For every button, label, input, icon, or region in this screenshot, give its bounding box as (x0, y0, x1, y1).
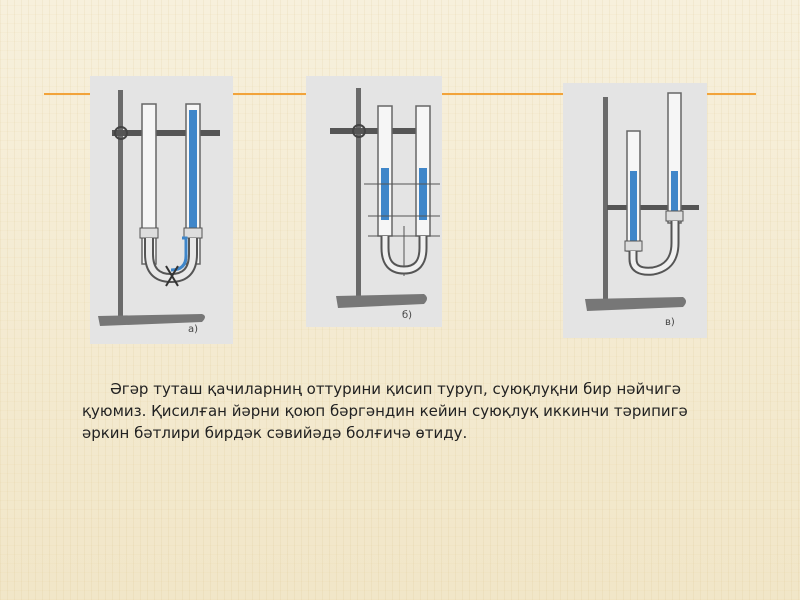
liquid-in-hose (171, 238, 186, 270)
caption-text: Әгәр туташ қачиларниң оттурини қисип туруп, суюқлуқни бир нәйчигә қуюмиз. Қисилған йәрни қоюп бәргәндин кейин суюқлуқ иккинчи тәрипигә әркин бәтлири бирдәк сәвийәдә болғичә өтиду. (82, 380, 688, 442)
liquid-column-right (419, 168, 427, 220)
liquid-column (189, 110, 197, 230)
tube-connector-left (140, 228, 158, 238)
figure-a-label: а) (188, 324, 199, 335)
tube-connector-right (666, 211, 683, 221)
tube-connector-left (625, 241, 642, 251)
stand-rod (118, 90, 123, 318)
clamp-bar (112, 130, 220, 136)
stand-rod (603, 97, 608, 303)
liquid-column-left (630, 171, 637, 243)
figure-c (563, 83, 707, 338)
figure-b-label: б) (402, 310, 413, 321)
figure-c-label: в) (665, 317, 675, 328)
clamp-bar (607, 205, 699, 210)
liquid-column-left (381, 168, 389, 220)
figure-b (306, 76, 442, 327)
stand-base (336, 294, 427, 308)
stand-rod (356, 88, 361, 298)
stand-base (585, 297, 686, 311)
liquid-column-right (671, 171, 678, 211)
figure-a (90, 76, 233, 344)
